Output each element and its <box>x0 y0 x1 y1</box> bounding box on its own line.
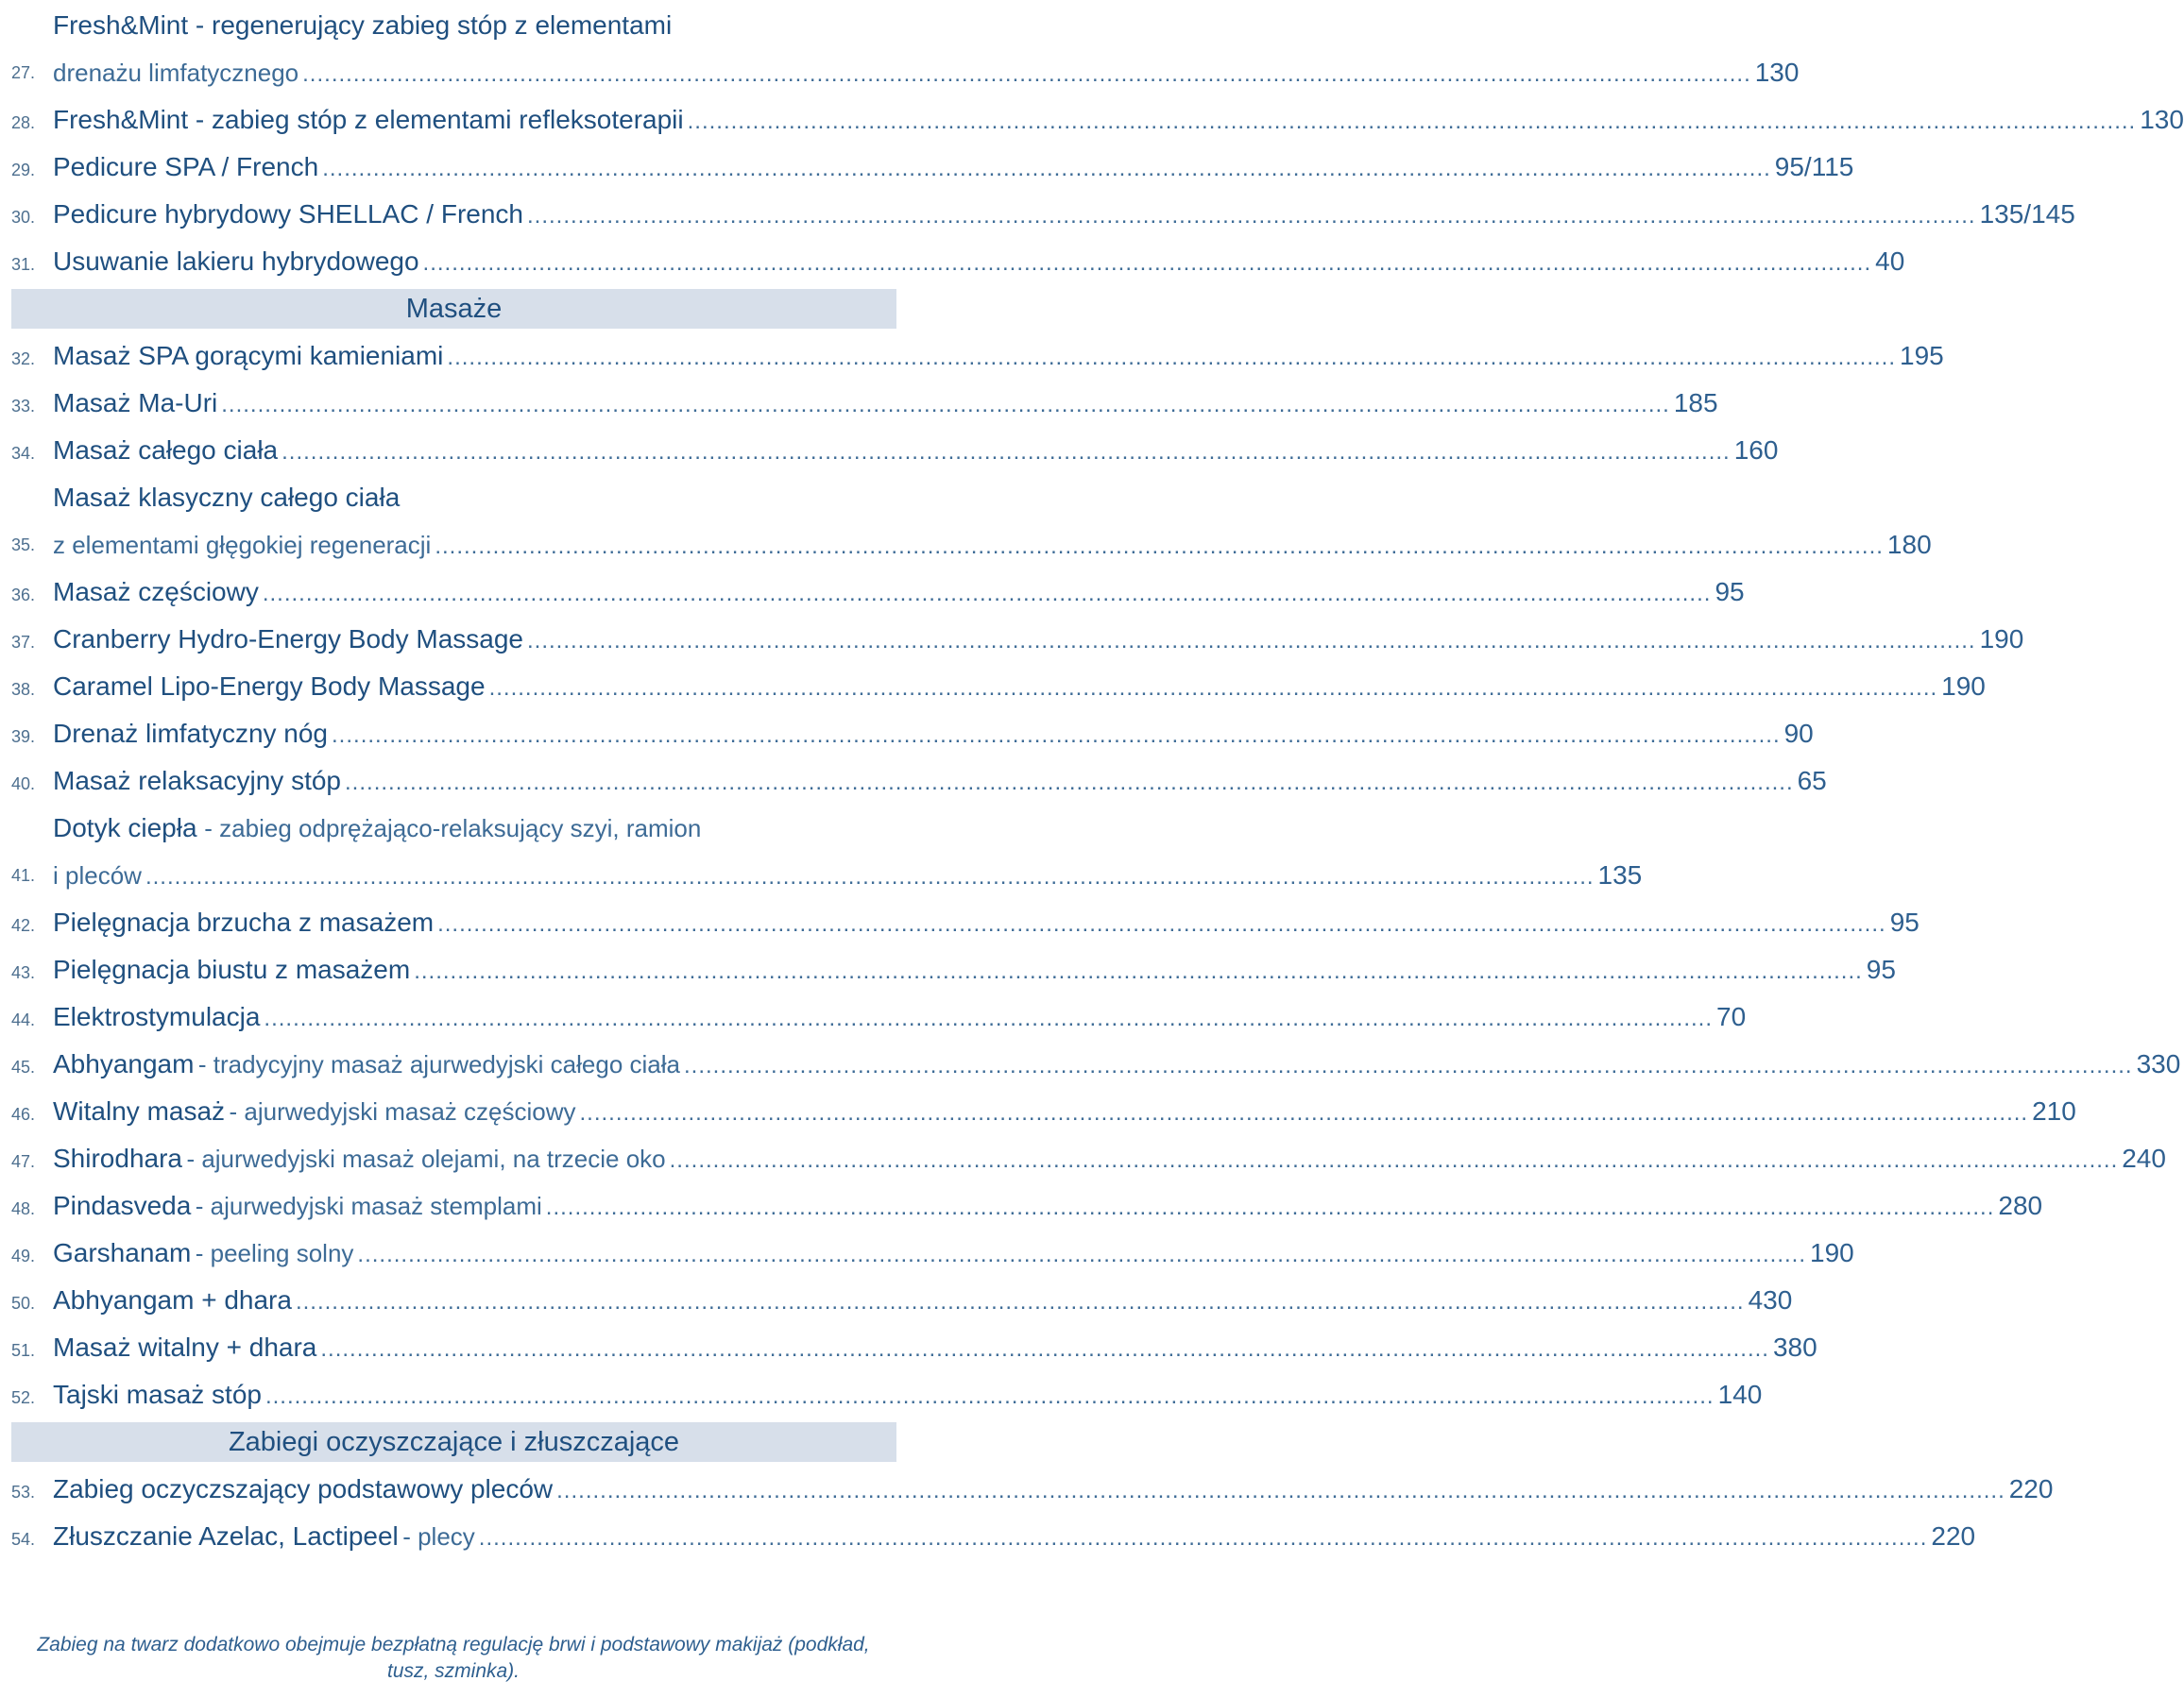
item-body <box>53 1088 2076 1140</box>
list-item <box>11 380 1718 427</box>
item-description: - tradycyjny masaż ajurwedyjski całego ciała <box>197 1050 680 1078</box>
item-body <box>53 96 2184 145</box>
list-item <box>11 96 2184 144</box>
list-item <box>11 616 2024 663</box>
dot-leader: ........................................................................................................................................................................................................ <box>527 203 1976 229</box>
item-body <box>53 1324 1817 1373</box>
item-body <box>53 1182 2043 1234</box>
item-body <box>53 427 1779 476</box>
item-price: 210 <box>2032 1096 2076 1126</box>
item-price: 90 <box>1783 719 1814 748</box>
item-name: Masaż częściowy <box>53 577 259 606</box>
item-price: 70 <box>1716 1002 1747 1031</box>
dot-leader: ........................................................................................................................................................................................................ <box>302 61 1751 87</box>
item-price: 135 <box>1597 860 1643 890</box>
dot-leader: ........................................................................................................................................................................................................ <box>687 109 2137 134</box>
item-body <box>53 710 1814 759</box>
item-name: Abhyangam <box>53 1049 195 1078</box>
item-body <box>53 616 2024 665</box>
item-body <box>53 474 1932 569</box>
list-item <box>11 663 1986 710</box>
item-name: Masaż całego ciała <box>53 435 279 465</box>
dot-leader: ........................................................................................................................................................................................................ <box>322 156 1771 181</box>
item-name: Dotyk ciepła <box>53 813 197 842</box>
item-name: Garshanam <box>53 1238 192 1267</box>
dot-leader: ........................................................................................................................................................................................................ <box>545 1195 1995 1220</box>
list-item <box>11 1182 2043 1230</box>
dot-leader: ........................................................................................................................................................................................................ <box>435 534 1884 559</box>
pedicure-items <box>11 2 2184 285</box>
dot-leader: ........................................................................................................................................................................................................ <box>262 581 1712 606</box>
list-item <box>11 1135 2166 1182</box>
item-body <box>53 1041 2181 1093</box>
dot-leader: ........................................................................................................................................................................................................ <box>447 345 1896 370</box>
item-price: 130 <box>2140 105 2184 134</box>
item-description: - zabieg odprężająco-relaksujący szyi, ramion <box>204 814 702 842</box>
item-name: Elektrostymulacja <box>53 1002 261 1031</box>
dot-leader: ........................................................................................................................................................................................................ <box>357 1242 1806 1267</box>
item-price: 190 <box>1979 624 2024 654</box>
item-body <box>53 380 1718 429</box>
item-number: 43. <box>11 963 36 982</box>
item-number: 52. <box>11 1388 36 1407</box>
item-name: Pedicure hybrydowy SHELLAC / French <box>53 199 523 229</box>
item-body <box>53 663 1986 712</box>
item-name: Pielęgnacja brzucha z masażem <box>53 908 435 937</box>
list-item <box>11 1324 1817 1371</box>
item-name: Caramel Lipo-Energy Body Massage <box>53 671 486 701</box>
item-description: - ajurwedyjski masaż stemplami <box>195 1192 542 1220</box>
dot-leader: ........................................................................................................................................................................................................ <box>669 1147 2119 1173</box>
item-number: 30. <box>11 208 36 227</box>
dot-leader: ........................................................................................................................................................................................................ <box>437 911 1886 937</box>
item-price: 280 <box>1998 1191 2043 1220</box>
item-name-continued: i pleców <box>53 861 142 890</box>
dot-leader: ........................................................................................................................................................................................................ <box>414 959 1863 984</box>
list-item <box>11 332 1944 380</box>
item-price: 95 <box>1889 908 1920 937</box>
massage-items <box>11 332 2181 1418</box>
dot-leader: ........................................................................................................................................................................................................ <box>282 439 1731 465</box>
item-body <box>53 332 1944 382</box>
dot-leader: ........................................................................................................................................................................................................ <box>683 1053 2133 1078</box>
item-number: 53. <box>11 1483 36 1502</box>
list-item <box>11 1088 2076 1135</box>
item-description: - peeling solny <box>195 1239 354 1267</box>
item-name: Tajski masaż stóp <box>53 1380 262 1409</box>
item-number: 34. <box>11 444 36 463</box>
dot-leader: ........................................................................................................................................................................................................ <box>332 722 1781 748</box>
item-number: 35. <box>11 535 36 554</box>
item-price: 95 <box>1866 955 1896 984</box>
item-body <box>53 993 1747 1043</box>
item-price: 65 <box>1797 766 1827 795</box>
item-number: 38. <box>11 680 36 699</box>
item-name: Shirodhara <box>53 1144 182 1173</box>
item-description: - ajurwedyjski masaż częściowy <box>229 1097 576 1126</box>
list-item <box>11 710 1814 757</box>
item-price: 195 <box>1900 341 1944 370</box>
item-number: 31. <box>11 255 36 274</box>
list-item <box>11 757 1827 805</box>
list-item <box>11 1277 1793 1324</box>
item-body <box>53 1135 2166 1187</box>
list-item <box>11 427 1779 474</box>
item-number: 50. <box>11 1294 36 1313</box>
list-item <box>11 899 1920 946</box>
item-line-1 <box>53 2 896 49</box>
item-price: 185 <box>1673 388 1718 417</box>
item-body <box>53 1230 1854 1282</box>
item-price: 135/145 <box>1979 199 2075 229</box>
item-price: 430 <box>1748 1285 1793 1315</box>
item-number: 48. <box>11 1199 36 1218</box>
item-body <box>53 899 1920 948</box>
item-name: Pindasveda <box>53 1191 192 1220</box>
dot-leader: ........................................................................................................................................................................................................ <box>295 1289 1745 1315</box>
item-name: Pielęgnacja biustu z masażem <box>53 955 411 984</box>
item-name: Usuwanie lakieru hybrydowego <box>53 246 419 276</box>
item-number: 33. <box>11 397 36 416</box>
dot-leader: ........................................................................................................................................................................................................ <box>221 392 1670 417</box>
list-item <box>11 1041 2181 1088</box>
item-name: Pedicure SPA / French <box>53 152 319 181</box>
dot-leader: ........................................................................................................................................................................................................ <box>145 864 1595 890</box>
item-name: Masaż Ma-Uri <box>53 388 218 417</box>
item-name: Masaż SPA gorącymi kamieniami <box>53 341 444 370</box>
item-body <box>53 1466 2054 1515</box>
item-price: 160 <box>1733 435 1779 465</box>
item-body <box>53 946 1896 995</box>
item-price: 130 <box>1754 58 1800 87</box>
section-header-zabiegi: Zabiegi oczyszczające i złuszczające <box>11 1422 896 1462</box>
item-price: 220 <box>1931 1521 1976 1551</box>
dot-leader: ........................................................................................................................................................................................................ <box>478 1525 1928 1551</box>
dot-leader: ........................................................................................................................................................................................................ <box>579 1100 2029 1126</box>
dot-leader: ........................................................................................................................................................................................................ <box>264 1384 1715 1409</box>
list-item <box>11 144 1854 191</box>
item-name: Cranberry Hydro-Energy Body Massage <box>53 624 523 654</box>
item-price: 220 <box>2008 1474 2054 1503</box>
item-body <box>53 1371 1763 1420</box>
item-price: 95 <box>1715 577 1745 606</box>
list-item <box>11 1513 1976 1560</box>
item-name: Zabieg oczyczszający podstawowy pleców <box>53 1474 554 1503</box>
item-number: 36. <box>11 586 36 604</box>
item-number: 28. <box>11 113 36 132</box>
list-item <box>11 474 1932 569</box>
item-price: 190 <box>1810 1238 1854 1267</box>
item-number: 27. <box>11 63 36 82</box>
list-item <box>11 946 1896 993</box>
item-number: 42. <box>11 916 36 935</box>
item-price: 380 <box>1772 1333 1817 1362</box>
item-body <box>53 144 1854 193</box>
list-item <box>11 805 1643 899</box>
item-number: 54. <box>11 1530 36 1549</box>
item-description: - ajurwedyjski masaż olejami, na trzecie oko <box>186 1145 666 1173</box>
item-body <box>53 569 1745 618</box>
item-price: 40 <box>1875 246 1905 276</box>
list-item <box>11 993 1747 1041</box>
section-header-masaze: Masaże <box>11 289 896 329</box>
item-price: 190 <box>1941 671 1986 701</box>
footnote: Zabieg na twarz dodatkowo obejmuje bezpłatną regulację brwi i podstawowy makijaż (podkład, tusz, szminka). <box>37 1634 870 1682</box>
item-number: 39. <box>11 727 36 746</box>
cleansing-items <box>11 1466 2054 1560</box>
item-number: 37. <box>11 633 36 652</box>
item-number: 40. <box>11 774 36 793</box>
item-body <box>53 1513 1976 1565</box>
item-number: 51. <box>11 1341 36 1360</box>
list-item <box>11 2 1800 96</box>
item-name-continued: z elementami głęgokiej regeneracji <box>53 531 432 559</box>
item-number: 44. <box>11 1010 36 1029</box>
item-name: Abhyangam + dhara <box>53 1285 292 1315</box>
list-item <box>11 1371 1763 1418</box>
item-name: Witalny masaż <box>53 1096 226 1126</box>
item-name: Drenaż limfatyczny nóg <box>53 719 329 748</box>
list-item <box>11 1466 2054 1513</box>
dot-leader: ........................................................................................................................................................................................................ <box>345 770 1794 795</box>
price-list <box>11 2 2184 1560</box>
item-price: 330 <box>2136 1049 2181 1078</box>
item-name: Złuszczanie Azelac, Lactipeel <box>53 1521 399 1551</box>
item-body <box>53 1277 1793 1326</box>
item-name: Fresh&Mint - regenerujący zabieg stóp z elementami <box>53 10 673 40</box>
item-number: 29. <box>11 161 36 179</box>
item-price: 240 <box>2122 1144 2166 1173</box>
dot-leader: ........................................................................................................................................................................................................ <box>488 675 1938 701</box>
list-item <box>11 1230 1854 1277</box>
item-price: 140 <box>1717 1380 1763 1409</box>
item-number: 41. <box>11 866 36 885</box>
item-line-2 <box>53 49 1800 96</box>
item-number: 46. <box>11 1105 36 1124</box>
item-number: 45. <box>11 1058 36 1077</box>
item-description: - plecy <box>402 1522 475 1551</box>
item-line-2 <box>53 521 1932 569</box>
item-body <box>53 805 1643 899</box>
item-price: 95/115 <box>1774 152 1854 181</box>
list-item <box>11 191 2075 238</box>
item-price: 180 <box>1886 530 1932 559</box>
item-name: Masaż witalny + dhara <box>53 1333 317 1362</box>
item-body <box>53 191 2075 240</box>
list-item <box>11 238 1905 285</box>
item-body <box>53 757 1827 807</box>
item-number: 49. <box>11 1247 36 1265</box>
list-item <box>11 569 1745 616</box>
item-name: Fresh&Mint - zabieg stóp z elementami refleksoterapii <box>53 105 684 134</box>
item-line-1 <box>53 805 896 852</box>
item-line-2 <box>53 852 1643 899</box>
item-name-continued: drenażu limfatycznego <box>53 59 299 87</box>
dot-leader: ........................................................................................................................................................................................................ <box>264 1006 1713 1031</box>
item-number: 32. <box>11 349 36 368</box>
dot-leader: ........................................................................................................................................................................................................ <box>526 628 1976 654</box>
item-name: Masaż klasyczny całego ciała <box>53 483 401 512</box>
dot-leader: ........................................................................................................................................................................................................ <box>422 250 1872 276</box>
item-body <box>53 238 1905 287</box>
item-line-1 <box>53 474 896 521</box>
item-body <box>53 2 1800 96</box>
dot-leader: ........................................................................................................................................................................................................ <box>320 1336 1769 1362</box>
dot-leader: ........................................................................................................................................................................................................ <box>556 1478 2005 1503</box>
item-name: Masaż relaksacyjny stóp <box>53 766 342 795</box>
item-number: 47. <box>11 1152 36 1171</box>
